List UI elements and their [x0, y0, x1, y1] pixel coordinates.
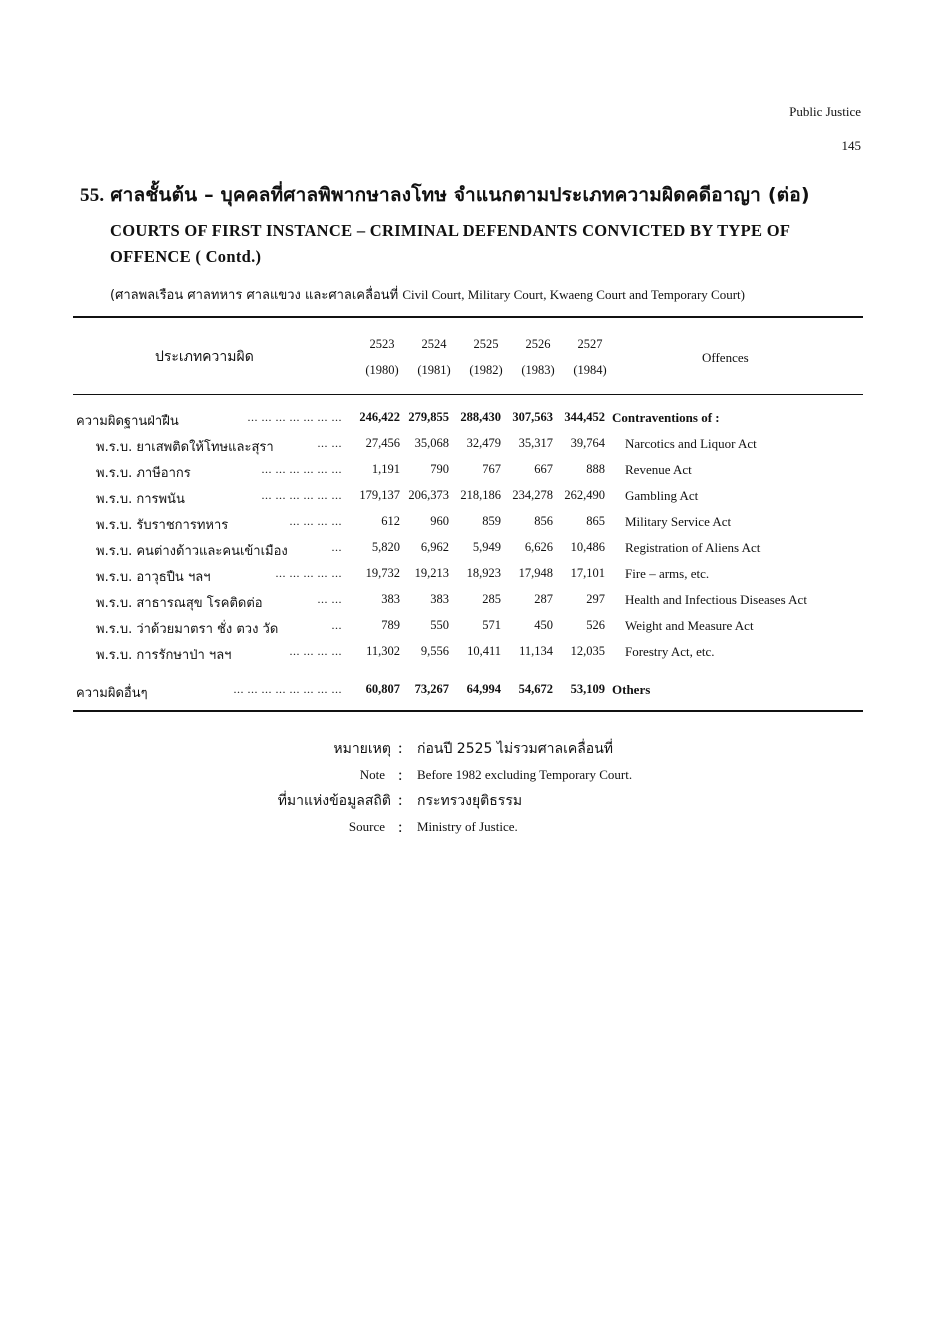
- cell-value: 10,486: [570, 540, 605, 554]
- cell-value: 218,186: [460, 488, 501, 502]
- leader-dots: ... ... ... ... ... ... ... ...: [233, 682, 342, 696]
- cell-value: 35,317: [518, 436, 553, 450]
- cell-value: 612: [381, 514, 400, 528]
- cell-value: 667: [534, 462, 553, 476]
- row-label-thai: พ.ร.บ. ภาษีอากร: [96, 466, 191, 481]
- cell-value: 960: [430, 514, 449, 528]
- leader-dots: ... ...: [317, 592, 342, 606]
- leader-dots: ... ...: [317, 436, 342, 450]
- year-header-be: 2526: [525, 337, 551, 351]
- table-number: 55.: [80, 185, 105, 206]
- row-label-english: Registration of Aliens Act: [625, 540, 761, 555]
- row-label-english: Narcotics and Liquor Act: [625, 436, 757, 451]
- row-label-thai: พ.ร.บ. การรักษาป่า ฯลฯ: [96, 648, 232, 663]
- table-row: [0, 514, 941, 534]
- subtitle-english: Civil Court, Military Court, Kwaeng Court and Temporary Court): [402, 287, 745, 302]
- table-bottom-rule: [73, 710, 863, 712]
- row-label-english: Revenue Act: [625, 462, 692, 477]
- source-label: Source: [348, 819, 385, 834]
- row-label-english: Gambling Act: [625, 488, 699, 503]
- remark-thai: ก่อนปี 2525 ไม่รวมศาลเคลื่อนที่: [417, 741, 614, 757]
- source-text: Ministry of Justice.: [417, 819, 518, 834]
- cell-value: 12,035: [570, 644, 605, 658]
- cell-value: 383: [381, 592, 400, 606]
- cell-value: 246,422: [359, 410, 400, 424]
- cell-value: 6,962: [420, 540, 449, 554]
- table-row: [0, 462, 941, 482]
- row-label-english: Health and Infectious Diseases Act: [625, 592, 807, 607]
- cell-value: 54,672: [518, 682, 553, 696]
- cell-value: 53,109: [570, 682, 605, 696]
- cell-value: 18,923: [466, 566, 501, 580]
- cell-value: 287: [534, 592, 553, 606]
- row-label-thai: ความผิดอื่นๆ: [76, 686, 148, 701]
- cell-value: 297: [586, 592, 605, 606]
- table-row: [0, 682, 941, 702]
- table-row: [0, 488, 941, 508]
- note-label: Note: [359, 767, 385, 782]
- header-english: Offences: [702, 350, 749, 365]
- cell-value: 60,807: [365, 682, 400, 696]
- cell-value: 5,949: [472, 540, 501, 554]
- cell-value: 19,732: [365, 566, 400, 580]
- table-top-rule: [73, 316, 863, 318]
- row-label-english: Forestry Act, etc.: [625, 644, 715, 659]
- leader-dots: ... ... ... ... ...: [275, 566, 342, 580]
- cell-value: 32,479: [466, 436, 501, 450]
- row-label-english: Weight and Measure Act: [625, 618, 754, 633]
- row-label-english: Contraventions of :: [612, 410, 720, 425]
- table-row: [0, 410, 941, 430]
- source-thai-colon: :: [398, 792, 403, 809]
- cell-value: 64,994: [466, 682, 501, 696]
- cell-value: 17,948: [518, 566, 553, 580]
- row-label-thai: พ.ร.บ. ว่าด้วยมาตรา ชั่ง ตวง วัด: [96, 622, 279, 637]
- leader-dots: ...: [331, 540, 342, 554]
- year-header-ce: (1984): [573, 363, 607, 377]
- cell-value: 865: [586, 514, 605, 528]
- cell-value: 11,134: [519, 644, 553, 658]
- cell-value: 526: [586, 618, 605, 632]
- cell-value: 1,191: [371, 462, 400, 476]
- cell-value: 571: [482, 618, 501, 632]
- cell-value: 6,626: [524, 540, 553, 554]
- table-subtitle: [110, 284, 745, 305]
- remark-thai-colon: :: [398, 740, 403, 757]
- table-row: [0, 540, 941, 560]
- row-label-english: Others: [612, 682, 651, 697]
- header-thai: ประเภทความผิด: [155, 349, 254, 365]
- row-label-thai: ความผิดฐานฝ่าฝืน: [76, 414, 179, 429]
- cell-value: 856: [534, 514, 553, 528]
- cell-value: 17,101: [570, 566, 605, 580]
- leader-dots: ... ... ... ... ... ...: [261, 488, 342, 502]
- leader-dots: ...: [331, 618, 342, 632]
- row-label-thai: พ.ร.บ. อาวุธปืน ฯลฯ: [96, 570, 211, 585]
- cell-value: 550: [430, 618, 449, 632]
- cell-value: 27,456: [365, 436, 400, 450]
- cell-value: 206,373: [408, 488, 449, 502]
- leader-dots: ... ... ... ...: [289, 514, 342, 528]
- source-thai: กระทรวงยุติธรรม: [417, 793, 523, 809]
- cell-value: 450: [534, 618, 553, 632]
- row-label-english: Military Service Act: [625, 514, 732, 529]
- leader-dots: ... ... ... ... ... ... ...: [247, 410, 342, 424]
- cell-value: 179,137: [359, 488, 400, 502]
- running-head: Public Justice: [789, 104, 861, 119]
- row-label-thai: พ.ร.บ. สาธารณสุข โรคติดต่อ: [96, 596, 263, 611]
- source-colon: :: [398, 819, 403, 836]
- cell-value: 279,855: [408, 410, 449, 424]
- cell-value: 285: [482, 592, 501, 606]
- cell-value: 9,556: [420, 644, 449, 658]
- cell-value: 39,764: [570, 436, 605, 450]
- cell-value: 767: [482, 462, 501, 476]
- table-title-english: COURTS OF FIRST INSTANCE – CRIMINAL DEFENDANTS CONVICTED BY TYPE OF OFFENCE ( Contd.): [110, 221, 790, 266]
- note-colon: :: [398, 767, 403, 784]
- header-rule: [73, 394, 863, 395]
- subtitle-thai: (ศาลพลเรือน ศาลทหาร ศาลแขวง และศาลเคลื่อนที่: [110, 288, 399, 303]
- row-label-thai: พ.ร.บ. คนต่างด้าวและคนเข้าเมือง: [96, 544, 288, 559]
- cell-value: 73,267: [414, 682, 449, 696]
- row-label-english: Fire – arms, etc.: [625, 566, 710, 581]
- year-header-ce: (1980): [365, 363, 399, 377]
- leader-dots: ... ... ... ...: [289, 644, 342, 658]
- cell-value: 19,213: [414, 566, 449, 580]
- title-thai-text: ศาลชั้นต้น – บุคคลที่ศาลพิพากษาลงโทษ จำแนกตามประเภทความผิดคดีอาญา (ต่อ): [110, 184, 810, 206]
- cell-value: 789: [381, 618, 400, 632]
- cell-value: 5,820: [371, 540, 400, 554]
- page-number: 145: [841, 138, 861, 153]
- table-row: [0, 566, 941, 586]
- year-header-be: 2524: [421, 337, 447, 351]
- table-row: [0, 644, 941, 664]
- cell-value: 288,430: [460, 410, 501, 424]
- cell-value: 10,411: [467, 644, 501, 658]
- cell-value: 307,563: [512, 410, 553, 424]
- year-header-be: 2523: [369, 337, 395, 351]
- table-row: [0, 436, 941, 456]
- cell-value: 262,490: [564, 488, 605, 502]
- cell-value: 234,278: [512, 488, 553, 502]
- note-text: Before 1982 excluding Temporary Court.: [417, 767, 633, 782]
- row-label-thai: พ.ร.บ. รับราชการทหาร: [96, 518, 229, 533]
- leader-dots: ... ... ... ... ... ...: [261, 462, 342, 476]
- year-header-ce: (1982): [469, 363, 503, 377]
- row-label-thai: พ.ร.บ. ยาเสพติดให้โทษและสุรา: [96, 440, 274, 455]
- table-row: [0, 618, 941, 638]
- year-header-be: 2527: [577, 337, 603, 351]
- cell-value: 11,302: [366, 644, 400, 658]
- cell-value: 344,452: [564, 410, 605, 424]
- cell-value: 888: [586, 462, 605, 476]
- row-label-thai: พ.ร.บ. การพนัน: [96, 492, 185, 507]
- year-header-be: 2525: [473, 337, 499, 351]
- table-row: [0, 592, 941, 612]
- cell-value: 35,068: [414, 436, 449, 450]
- cell-value: 383: [430, 592, 449, 606]
- year-header-ce: (1981): [417, 363, 451, 377]
- cell-value: 790: [430, 462, 449, 476]
- table-title-thai: [80, 180, 810, 210]
- source-thai-label: ที่มาแห่งข้อมูลสถิติ: [277, 793, 391, 809]
- remark-thai-label: หมายเหตุ: [333, 741, 391, 757]
- year-header-ce: (1983): [521, 363, 555, 377]
- cell-value: 859: [482, 514, 501, 528]
